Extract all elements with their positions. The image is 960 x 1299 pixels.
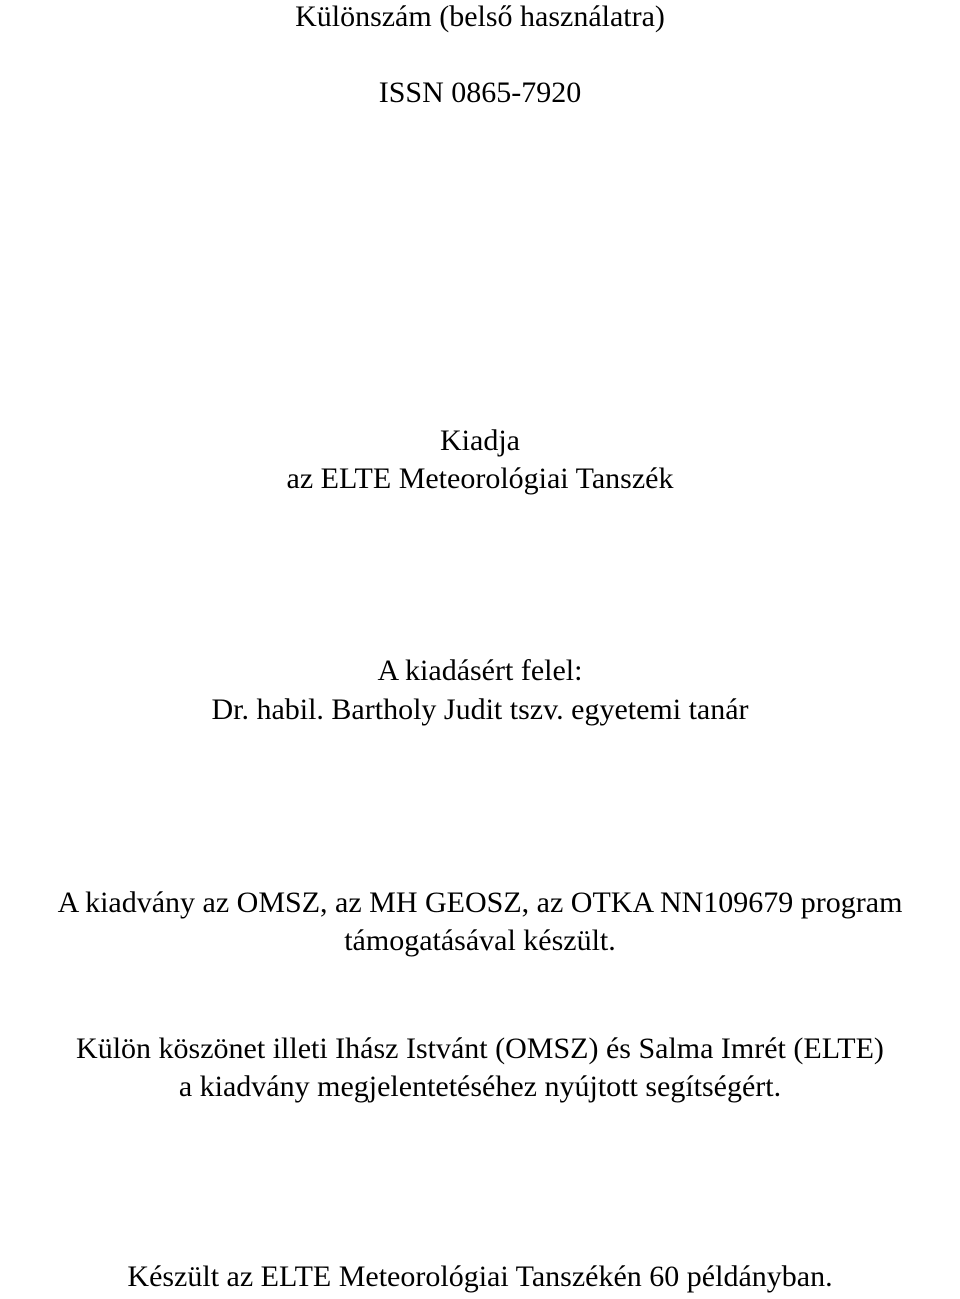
special-issue-line: Különszám (belső használatra) (295, 0, 665, 33)
issn-line: ISSN 0865-7920 (378, 76, 582, 109)
responsible-name: Dr. habil. Bartholy Judit tszv. egyetemi tanár (211, 693, 749, 726)
publisher-name: az ELTE Meteorológiai Tanszék (286, 462, 674, 495)
responsible-label: A kiadásért felel: (377, 654, 583, 687)
thanks-line-1: Külön köszönet illeti Ihász Istvánt (OMSZ) és Salma Imrét (ELTE) (76, 1032, 884, 1065)
publisher-label: Kiadja (440, 424, 520, 457)
copies-line: Készült az ELTE Meteorológiai Tanszékén 60 példányban. (127, 1260, 833, 1293)
support-line-2: támogatásával készült. (344, 924, 616, 957)
support-line-1: A kiadvány az OMSZ, az MH GEOSZ, az OTKA NN109679 program (57, 886, 903, 919)
thanks-line-2: a kiadvány megjelentetéséhez nyújtott segítségért. (178, 1070, 782, 1103)
